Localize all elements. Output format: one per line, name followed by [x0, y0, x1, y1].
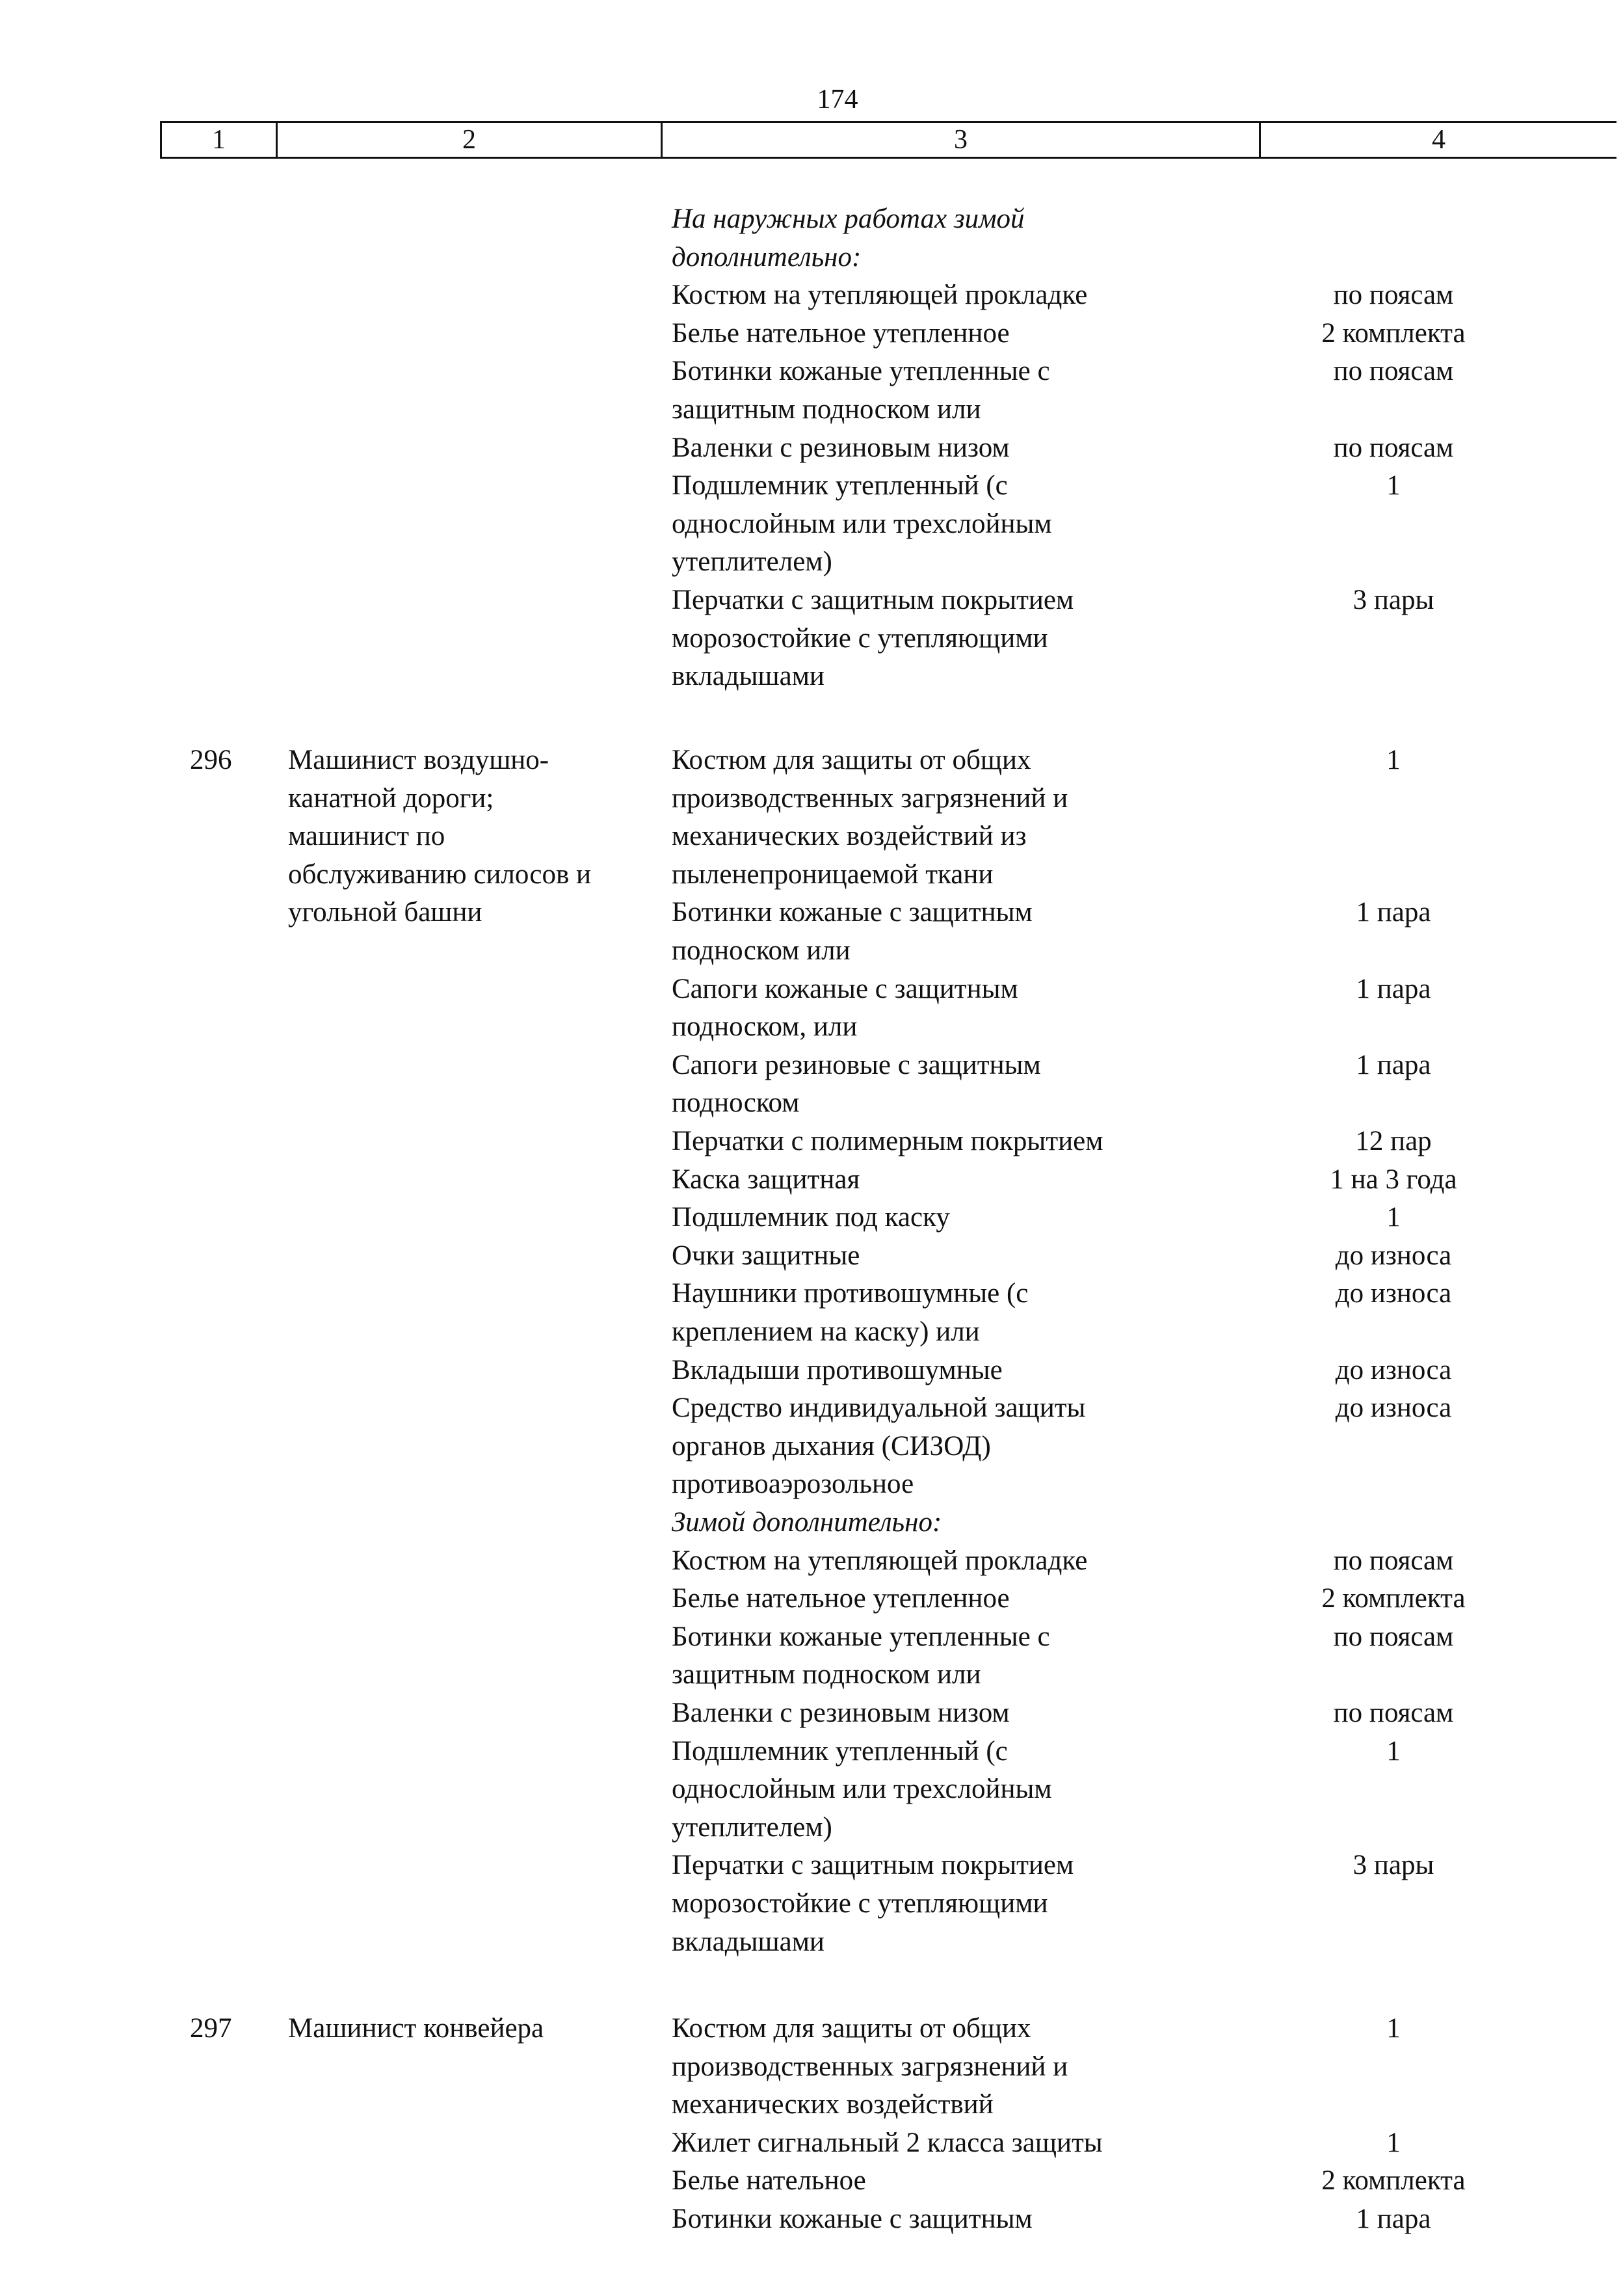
- item-text: Ботинки кожаные с защитным: [672, 897, 1033, 928]
- quantity-text: до износа: [1335, 1354, 1452, 1385]
- quantity-text: по поясам: [1333, 356, 1454, 387]
- quantity-text: 1 на 3 года: [1330, 1164, 1457, 1195]
- header-cell-3: 3: [663, 123, 1261, 157]
- item-text: Очки защитные: [672, 1240, 860, 1271]
- header-cell-2: 2: [278, 123, 663, 157]
- item-text: Жилет сигнальный 2 класса защиты: [672, 2127, 1103, 2158]
- row-number: 296: [190, 745, 232, 775]
- item-text: вкладышами: [672, 1926, 825, 1957]
- item-text: Белье нательное: [672, 2165, 866, 2196]
- item-text: Перчатки с защитным покрытием: [672, 1850, 1074, 1881]
- table-header-row: [160, 121, 1616, 159]
- profession-text: Машинист конвейера: [288, 2013, 544, 2044]
- item-text: креплением на каску) или: [672, 1316, 980, 1347]
- item-text: Зимой дополнительно:: [672, 1507, 942, 1538]
- item-text: Перчатки с полимерным покрытием: [672, 1126, 1103, 1156]
- quantity-text: 12 пар: [1355, 1126, 1432, 1156]
- item-text: производственных загрязнений и: [672, 2051, 1068, 2082]
- item-text: подноском или: [672, 935, 851, 966]
- item-text: однослойным или трехслойным: [672, 508, 1052, 539]
- item-text: противоаэрозольное: [672, 1469, 914, 1500]
- quantity-text: 1 пара: [1356, 973, 1431, 1004]
- quantity-text: 1: [1386, 1202, 1401, 1233]
- item-text: утеплителем): [672, 546, 832, 578]
- quantity-text: 3 пары: [1352, 1850, 1434, 1881]
- item-text: Средство индивидуальной защиты: [672, 1393, 1086, 1424]
- quantity-text: 1: [1386, 745, 1401, 775]
- item-text: Костюм на утепляющей прокладке: [672, 1545, 1088, 1576]
- item-text: морозостойкие с утепляющими: [672, 1888, 1048, 1919]
- item-text: Валенки с резиновым низом: [672, 1698, 1010, 1728]
- quantity-text: 1: [1386, 470, 1401, 501]
- quantity-text: по поясам: [1333, 1545, 1454, 1576]
- item-text: Сапоги резиновые с защитным: [672, 1049, 1041, 1080]
- item-text: подноском, или: [672, 1011, 858, 1043]
- item-text: Подшлемник утепленный (с: [672, 1735, 1008, 1767]
- header-cell-4: 4: [1432, 125, 1445, 155]
- item-text: вкладышами: [672, 661, 825, 692]
- item-text: Ботинки кожаные с защитным: [672, 2204, 1033, 2234]
- quantity-text: до износа: [1335, 1393, 1452, 1424]
- item-text: Наушники противошумные (с: [672, 1278, 1029, 1309]
- item-text: Костюм для защиты от общих: [672, 2013, 1031, 2044]
- item-text: Ботинки кожаные утепленные с: [672, 1621, 1050, 1652]
- profession-text: обслуживанию силосов и: [288, 859, 592, 890]
- quantity-text: 1: [1386, 1735, 1401, 1767]
- item-text: Сапоги кожаные с защитным: [672, 973, 1018, 1004]
- profession-text: машинист по: [288, 821, 445, 852]
- item-text: механических воздействий из: [672, 821, 1027, 852]
- item-text: Перчатки с защитным покрытием: [672, 585, 1074, 615]
- profession-text: канатной дороги;: [288, 782, 494, 814]
- quantity-text: 2 комплекта: [1321, 317, 1466, 349]
- item-text: На наружных работах зимой: [672, 204, 1025, 234]
- item-text: механических воздействий: [672, 2089, 994, 2120]
- header-cell-1: 1: [160, 123, 278, 157]
- quantity-text: по поясам: [1333, 1621, 1454, 1652]
- item-text: Валенки с резиновым низом: [672, 432, 1010, 463]
- item-text: Подшлемник утепленный (с: [672, 470, 1008, 501]
- item-text: Белье нательное утепленное: [672, 1583, 1010, 1614]
- item-text: защитным подноском или: [672, 1659, 981, 1690]
- item-text: подноском: [672, 1088, 800, 1119]
- quantity-text: 1 пара: [1356, 2204, 1431, 2234]
- quantity-text: по поясам: [1333, 280, 1454, 311]
- row-number: 297: [190, 2013, 232, 2044]
- quantity-text: до износа: [1335, 1240, 1452, 1271]
- item-text: Подшлемник под каску: [672, 1202, 950, 1233]
- quantity-text: 2 комплекта: [1321, 2165, 1466, 2196]
- item-text: пыленепроницаемой ткани: [672, 859, 994, 890]
- quantity-text: по поясам: [1333, 432, 1454, 463]
- item-text: Вкладыши противошумные: [672, 1354, 1003, 1385]
- item-text: производственных загрязнений и: [672, 782, 1068, 814]
- item-text: защитным подноском или: [672, 394, 981, 425]
- quantity-text: 1 пара: [1356, 1049, 1431, 1080]
- quantity-text: 1 пара: [1356, 897, 1431, 928]
- item-text: Ботинки кожаные утепленные с: [672, 356, 1050, 387]
- quantity-text: 1: [1386, 2127, 1401, 2158]
- item-text: морозостойкие с утепляющими: [672, 622, 1048, 654]
- quantity-text: до износа: [1335, 1278, 1452, 1309]
- item-text: Каска защитная: [672, 1164, 860, 1195]
- quantity-text: по поясам: [1333, 1698, 1454, 1728]
- item-text: Костюм на утепляющей прокладке: [672, 280, 1088, 311]
- profession-text: угольной башни: [288, 897, 482, 928]
- quantity-text: 1: [1386, 2013, 1401, 2044]
- page-number: 174: [817, 85, 858, 114]
- item-text: однослойным или трехслойным: [672, 1774, 1052, 1805]
- quantity-text: 3 пары: [1352, 585, 1434, 615]
- item-text: Белье нательное утепленное: [672, 317, 1010, 349]
- profession-text: Машинист воздушно-: [288, 745, 549, 775]
- item-text: утеплителем): [672, 1811, 832, 1843]
- item-text: органов дыхания (СИЗОД): [672, 1430, 991, 1462]
- item-text: Костюм для защиты от общих: [672, 745, 1031, 775]
- item-text: дополнительно:: [672, 241, 862, 273]
- quantity-text: 2 комплекта: [1321, 1583, 1466, 1614]
